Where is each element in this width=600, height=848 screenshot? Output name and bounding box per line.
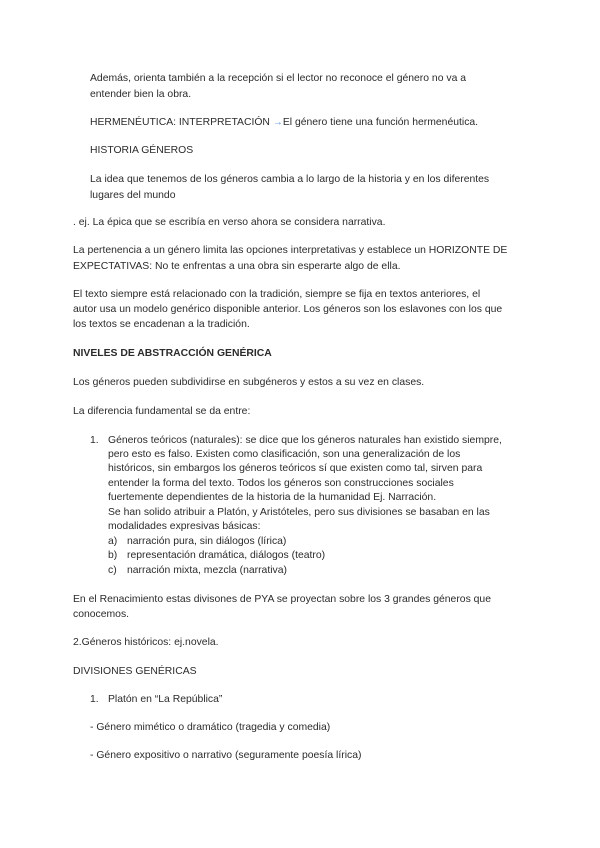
hermeneutica-label: HERMENÉUTICA: INTERPRETACIÓN <box>90 117 273 128</box>
paragraph-diferencia: La diferencia fundamental se da entre: <box>73 406 251 417</box>
historia-generos-heading: HISTORIA GÉNEROS <box>90 145 194 156</box>
list-item-line: históricos, sin embargos los géneros teóricos sí que existen como tal, sirven para <box>108 463 483 474</box>
list-item-line: fuertemente dependientes de la historia de la humanidad Ej. Narración. <box>108 492 437 503</box>
list-item-line: Géneros teóricos (naturales): se dice que los géneros naturales han existido siempre, <box>108 435 502 446</box>
sublist-item: representación dramática, diálogos (teatro) <box>127 550 326 561</box>
list-number: 1. <box>90 694 99 705</box>
sublist-item: narración mixta, mezcla (narrativa) <box>127 565 287 576</box>
paragraph-mimetico: - Género mimético o dramático (tragedia y comedia) <box>90 722 331 733</box>
paragraph-epica: . ej. La épica que se escribía en verso ahora se considera narrativa. <box>73 217 386 228</box>
paragraph-expositivo: - Género expositivo o narrativo (seguramente poesía lírica) <box>90 750 362 761</box>
list-item-line: entender la forma del texto. Todos los géneros son construcciones sociales <box>108 478 454 489</box>
paragraph-tradicion-line1: El texto siempre está relacionado con la tradición, siempre se fija en textos anteriores, el <box>73 289 481 300</box>
list-item-line: pero esto es falso. Existen como clasificación, son una generalización de los <box>108 449 461 460</box>
paragraph-idea-line2: lugares del mundo <box>90 190 176 201</box>
paragraph-renacimiento-line1: En el Renacimiento estas divisones de PYA se proyectan sobre los 3 grandes géneros que <box>73 594 491 605</box>
paragraph-generos-historicos: 2.Géneros históricos: ej.novela. <box>73 637 219 648</box>
list-number: 1. <box>90 435 99 446</box>
paragraph-recepcion-line2: entender bien la obra. <box>90 89 192 100</box>
paragraph-pertenencia-line1: La pertenencia a un género limita las opciones interpretativas y establece un HORIZONTE DE <box>73 245 508 256</box>
paragraph-idea-line1: La idea que tenemos de los géneros cambia a lo largo de la historia y en los diferentes <box>90 174 490 185</box>
sublist-letter: b) <box>108 550 118 561</box>
list-item: Platón en “La República” <box>108 694 223 705</box>
hermeneutica-definition: El género tiene una función hermenéutica. <box>282 117 479 128</box>
arrow-right-icon: → <box>272 117 283 128</box>
sublist-letter: a) <box>108 536 118 547</box>
paragraph-recepcion-line1: Además, orienta también a la recepción si el lector no reconoce el género no va a <box>90 73 467 84</box>
paragraph-subgeneros: Los géneros pueden subdividirse en subgéneros y estos a su vez en clases. <box>73 377 425 388</box>
sublist-item: narración pura, sin diálogos (lírica) <box>127 536 287 547</box>
paragraph-tradicion-line3: los textos se encadenan a la tradición. <box>73 319 250 330</box>
paragraph-renacimiento-line2: conocemos. <box>73 609 130 620</box>
sublist-letter: c) <box>108 565 117 576</box>
paragraph-tradicion-line2: autor usa un modelo genérico disponible anterior. Los géneros son los eslavones con los que <box>73 304 503 315</box>
divisiones-heading: DIVISIONES GENÉRICAS <box>73 666 197 677</box>
niveles-heading: NIVELES DE ABSTRACCIÓN GENÉRICA <box>73 348 272 359</box>
paragraph-pertenencia-line2: EXPECTATIVAS: No te enfrentas a una obra sin esperarte algo de ella. <box>73 261 401 272</box>
list-item-line: Se han solido atribuir a Platón, y Aristóteles, pero sus divisiones se basaban en las <box>108 507 490 518</box>
list-item-line: modalidades expresivas básicas: <box>108 521 261 532</box>
hermeneutica-line <box>90 115 478 131</box>
